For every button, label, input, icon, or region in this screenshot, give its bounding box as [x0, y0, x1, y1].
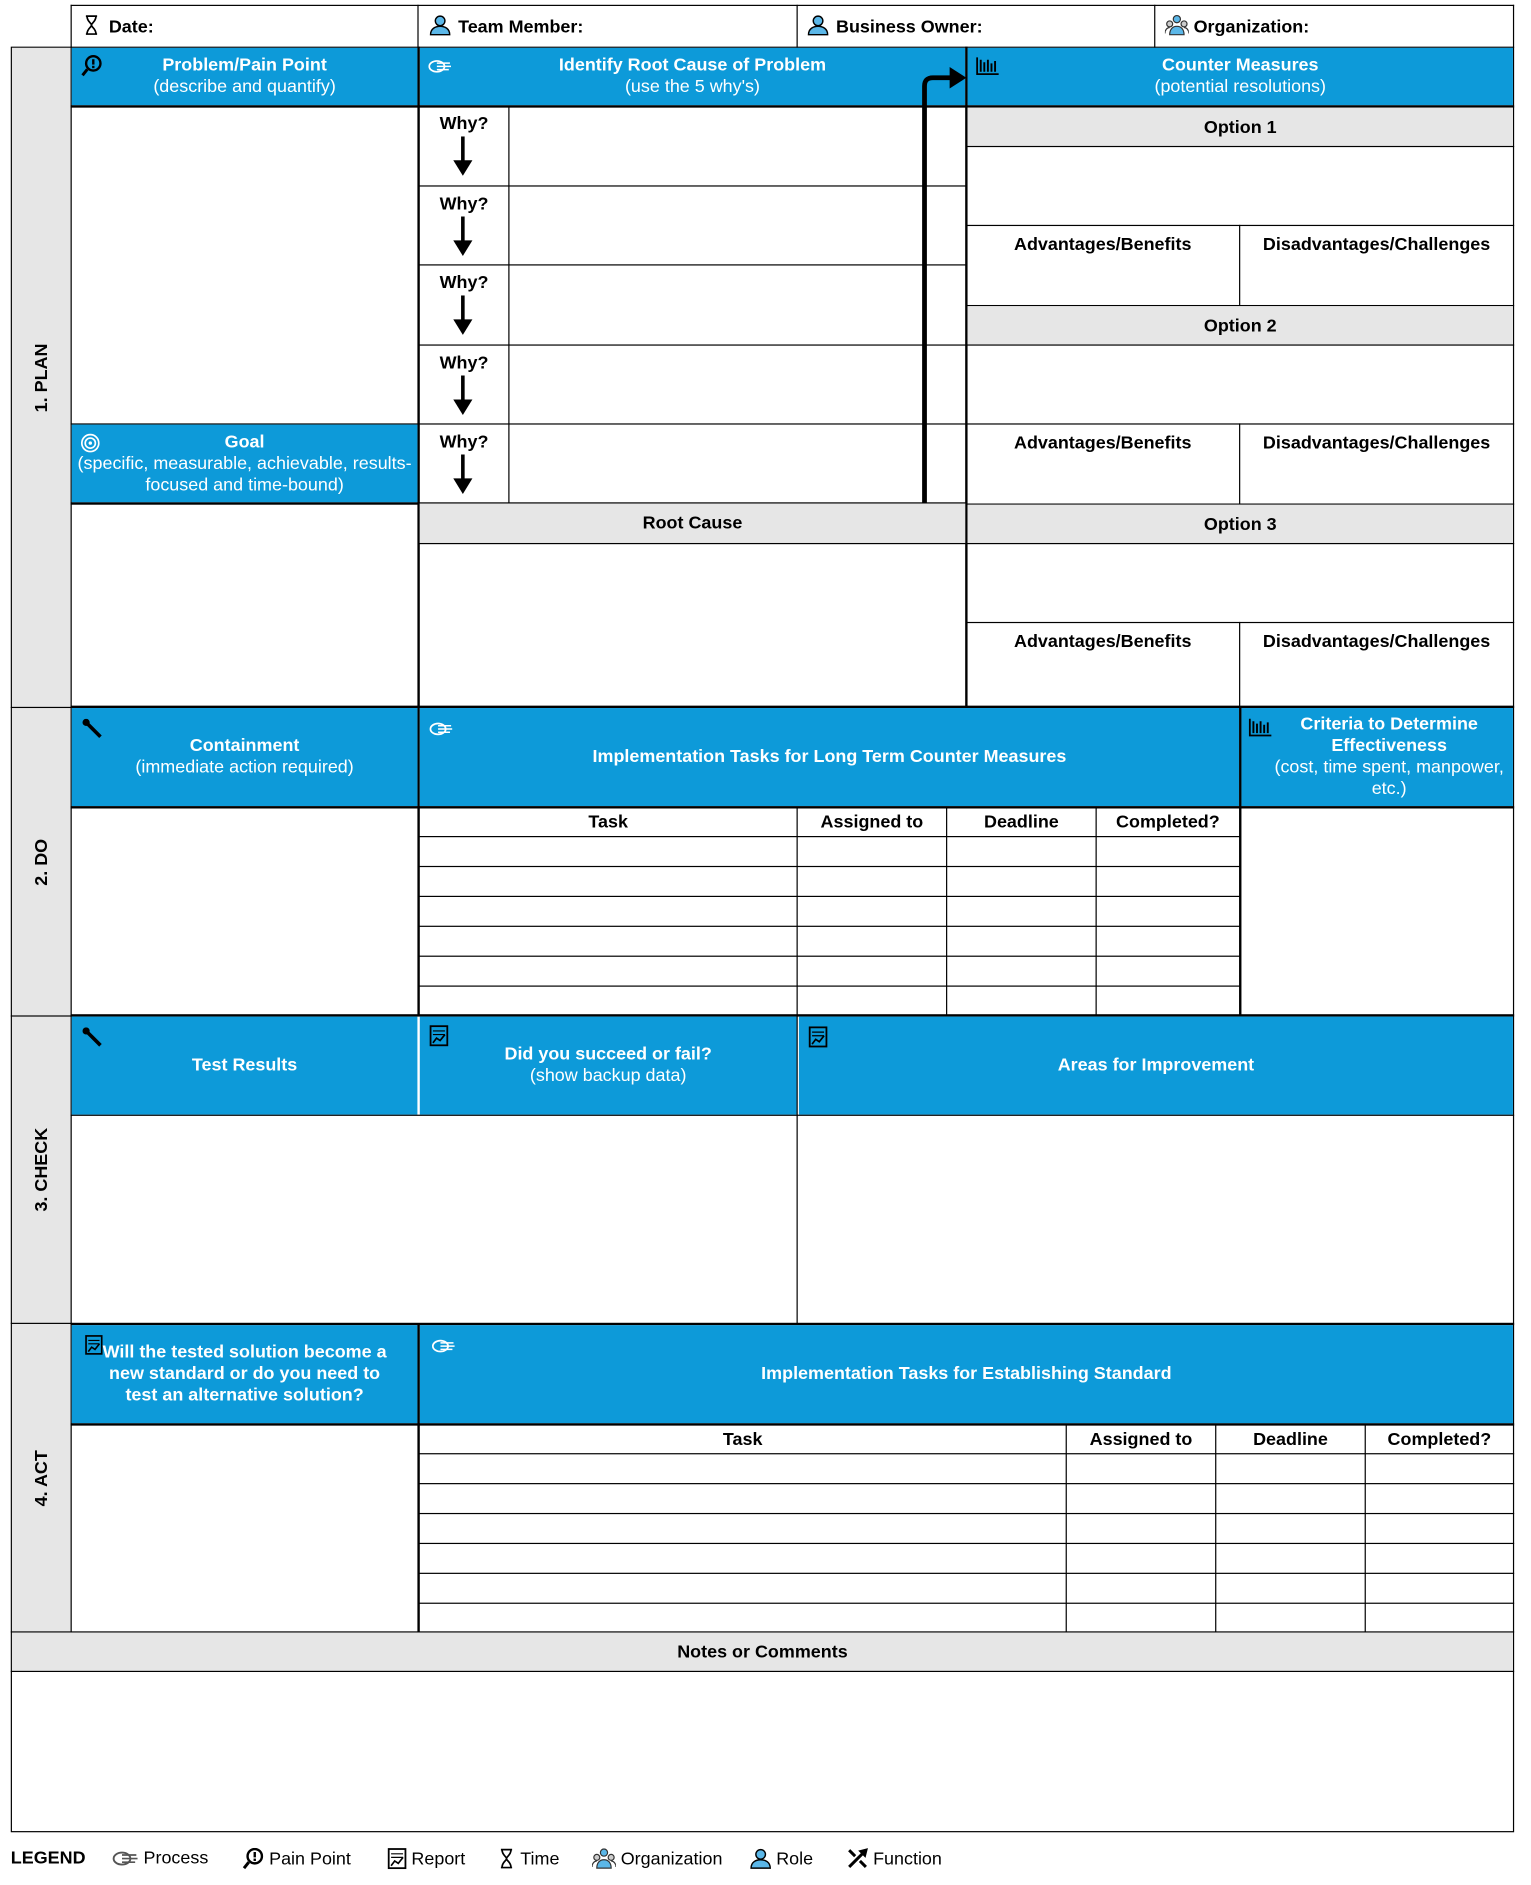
why-1: Why?: [419, 106, 509, 185]
establish-standard-header: Implementation Tasks for Establishing Standard: [420, 1325, 1513, 1423]
legend-title: LEGEND: [10, 1847, 86, 1869]
implementation-header: Implementation Tasks for Long Term Counter Measures: [420, 708, 1239, 806]
why-4: Why?: [419, 346, 509, 424]
organization-label: Organization:: [1193, 16, 1310, 38]
option-2: Option 2: [968, 306, 1513, 344]
why-2: Why?: [419, 187, 509, 265]
arrow-down-icon: [451, 216, 475, 257]
goal-header: Goal (specific, measurable, achievable, results-focused and time-bound): [72, 425, 418, 503]
role-icon: [429, 14, 451, 36]
why-5: Why?: [419, 425, 509, 504]
arrow-down-icon: [451, 136, 475, 177]
arrow-down-icon: [451, 376, 475, 417]
phase-act: 4. ACT: [12, 1324, 71, 1631]
disadvantages-label: Disadvantages/Challenges: [1262, 631, 1491, 652]
organization-icon: [592, 1848, 616, 1870]
phase-check: 3. CHECK: [12, 1017, 71, 1323]
act-col-assigned: Assigned to: [1089, 1429, 1193, 1450]
chart-icon: [1249, 718, 1273, 737]
do-col-task: Task: [588, 812, 628, 833]
legend-process: Process: [112, 1848, 208, 1868]
legend-pain-point: Pain Point: [243, 1848, 351, 1870]
advantages-label: Advantages/Benefits: [1013, 234, 1192, 255]
problem-header: Problem/Pain Point (describe and quantify): [72, 48, 418, 105]
report-icon: [85, 1335, 103, 1355]
option-1: Option 1: [968, 108, 1513, 146]
legend-organization: Organization: [592, 1848, 722, 1870]
legend-time: Time: [498, 1848, 560, 1870]
act-col-deadline: Deadline: [1253, 1429, 1328, 1450]
chart-icon: [976, 56, 1000, 75]
team-member-label: Team Member:: [458, 16, 584, 38]
business-owner-label: Business Owner:: [836, 16, 983, 38]
function-icon: [81, 719, 103, 741]
date-label: Date:: [108, 16, 154, 38]
disadvantages-label: Disadvantages/Challenges: [1262, 432, 1491, 454]
areas-improvement-header: Areas for Improvement: [799, 1017, 1513, 1115]
why-3: Why?: [419, 266, 509, 345]
pain-point-icon: [243, 1848, 265, 1870]
report-icon: [388, 1848, 407, 1870]
time-icon: [498, 1848, 516, 1870]
new-standard-header: Will the tested solution become a new standard or do you need to test an alternative solution?: [72, 1325, 418, 1423]
legend-report: Report: [388, 1848, 466, 1870]
process-icon: [429, 721, 453, 737]
process-icon: [432, 1338, 456, 1354]
notes-label: Notes or Comments: [12, 1633, 1513, 1671]
counter-measures-header: Counter Measures (potential resolutions): [968, 48, 1513, 105]
function-icon: [81, 1027, 103, 1049]
organization-icon: [1165, 14, 1189, 36]
legend-role: Role: [750, 1848, 813, 1870]
containment-header: Containment (immediate action required): [72, 708, 418, 806]
test-results-header: Test Results: [72, 1017, 418, 1115]
pain-point-icon: [81, 55, 103, 77]
succeed-header: Did you succeed or fail? (show backup data): [420, 1017, 797, 1115]
time-icon: [83, 14, 101, 36]
do-col-assigned: Assigned to: [820, 812, 924, 833]
criteria-header: Criteria to Determine Effectiveness (cost, time spent, manpower, etc.): [1241, 708, 1512, 806]
root-cause-label: Root Cause: [420, 504, 965, 543]
do-col-completed: Completed?: [1116, 812, 1220, 833]
phase-do: 2. DO: [12, 708, 71, 1015]
role-icon: [750, 1848, 772, 1870]
disadvantages-label: Disadvantages/Challenges: [1262, 234, 1491, 255]
arrow-down-icon: [451, 454, 475, 495]
report-icon: [429, 1025, 448, 1047]
do-col-deadline: Deadline: [983, 812, 1059, 833]
function-icon: [847, 1848, 869, 1870]
advantages-label: Advantages/Benefits: [1013, 432, 1192, 454]
legend-function: Function: [847, 1848, 942, 1870]
act-col-task: Task: [722, 1429, 763, 1450]
process-icon: [112, 1850, 138, 1867]
phase-plan: 1. PLAN: [12, 48, 71, 707]
act-col-completed: Completed?: [1387, 1429, 1492, 1450]
target-icon: [80, 433, 100, 453]
option-3: Option 3: [968, 505, 1513, 543]
advantages-label: Advantages/Benefits: [1013, 631, 1192, 652]
role-icon: [807, 14, 829, 36]
arrow-down-icon: [451, 295, 475, 336]
connector-arrow-icon: [916, 62, 969, 505]
process-icon: [428, 59, 452, 75]
report-icon: [808, 1026, 827, 1048]
root-cause-header: Identify Root Cause of Problem (use the 5 why's): [420, 48, 965, 105]
